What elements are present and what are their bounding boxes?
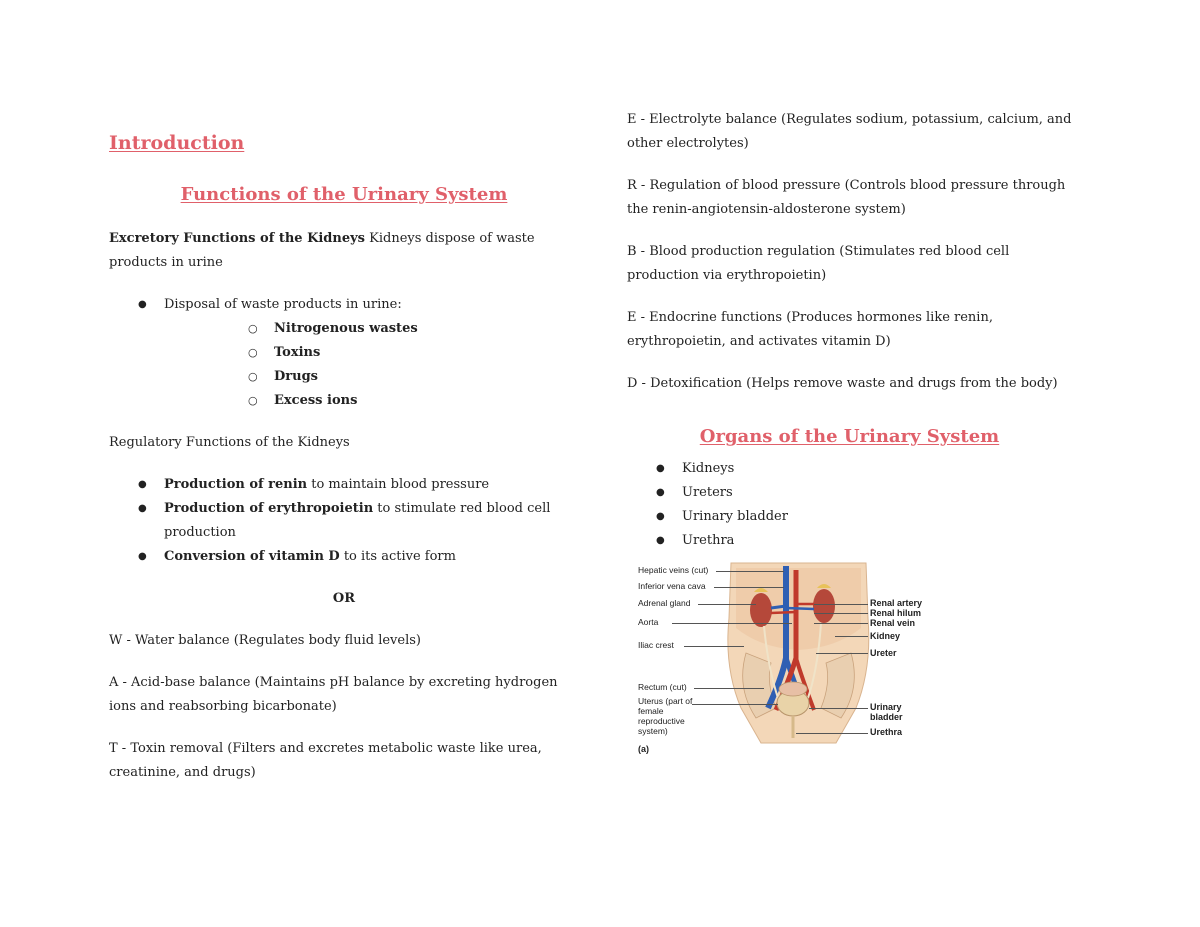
functions-heading: Functions of the Urinary System [180, 184, 508, 205]
list-item: ○ Drugs [164, 365, 579, 389]
leader-line [809, 708, 868, 709]
label-aorta: Aorta [638, 617, 659, 627]
list-item: ○ Toxins [164, 341, 579, 365]
leader-line [692, 704, 778, 705]
label-hepatic-veins: Hepatic veins (cut) [638, 565, 709, 575]
label-urinary-bladder: Urinary bladder [870, 702, 903, 722]
mnemonic-r: R - Regulation of blood pressure (Controls blood pressure through the renin-angiotensin-aldosterone system) [627, 178, 1066, 217]
label-adrenal-gland: Adrenal gland [638, 598, 691, 608]
mnemonic-t: T - Toxin removal (Filters and excretes metabolic waste like urea, creatinine, and drugs) [109, 741, 542, 780]
leader-line [814, 613, 868, 614]
list-item: ● Urinary bladder [627, 505, 1072, 529]
leader-line [835, 636, 868, 637]
leader-line [814, 623, 868, 624]
excretory-text: Kidneys dispose of waste products in urine [109, 231, 535, 270]
mnemonic-w: W - Water balance (Regulates body fluid levels) [109, 633, 421, 648]
leader-line [716, 571, 784, 572]
excretory-title: Excretory Functions of the Kidneys [109, 231, 365, 246]
mnemonic-e1: E - Electrolyte balance (Regulates sodium, potassium, calcium, and other electrolytes) [627, 112, 1072, 151]
label-uterus: Uterus (part of female reproductive system) [638, 696, 693, 736]
leader-line [684, 646, 744, 647]
item-bold: Production of erythropoietin [164, 501, 374, 516]
label-renal-vein: Renal vein [870, 618, 916, 628]
leader-line [698, 604, 756, 605]
label-panel-a: (a) [638, 744, 649, 754]
list-item: ○ Excess ions [164, 389, 579, 413]
disposal-item: Disposal of waste products in urine: [164, 297, 402, 312]
label-renal-hilum: Renal hilum [870, 608, 922, 618]
list-item: ● Kidneys [627, 457, 1072, 481]
leader-line [694, 688, 764, 689]
list-item [109, 545, 579, 569]
item-text: to stimulate red blood cell production [164, 501, 551, 540]
or-separator: OR [332, 591, 356, 606]
item-bold: Conversion of vitamin D [164, 549, 340, 564]
label-urethra: Urethra [870, 727, 903, 737]
label-kidney: Kidney [870, 631, 901, 641]
leader-line [796, 733, 868, 734]
label-renal-artery: Renal artery [870, 598, 923, 608]
label-rectum: Rectum (cut) [638, 682, 687, 692]
list-item [109, 473, 579, 497]
disposal-list [109, 293, 579, 413]
list-item [109, 497, 579, 545]
introduction-heading: Introduction [109, 132, 245, 154]
organs-heading: Organs of the Urinary System [699, 426, 1000, 447]
mnemonic-b: B - Blood production regulation (Stimulates red blood cell production via erythropoietin) [627, 244, 1010, 283]
list-item: ○ Nitrogenous wastes [164, 317, 579, 341]
list-item: ● Ureters [627, 481, 1072, 505]
label-ureter: Ureter [870, 648, 897, 658]
mnemonic-a: A - Acid-base balance (Maintains pH balance by excreting hydrogen ions and reabsorbing bicarbonate) [109, 675, 558, 714]
item-text: to maintain blood pressure [307, 477, 490, 492]
leader-line [816, 653, 868, 654]
leader-line [814, 604, 868, 605]
regulatory-list [109, 473, 579, 569]
mnemonic-d: D - Detoxification (Helps remove waste and drugs from the body) [627, 376, 1058, 391]
list-item: ● Urethra [627, 529, 1072, 553]
label-iliac-crest: Iliac crest [638, 640, 674, 650]
left-column [109, 130, 579, 785]
mnemonic-e2: E - Endocrine functions (Produces hormones like renin, erythropoietin, and activates vitamin D) [627, 310, 993, 349]
urinary-system-figure [636, 558, 936, 758]
item-bold: Production of renin [164, 477, 308, 492]
leader-line [672, 623, 792, 624]
item-text: to its active form [339, 549, 456, 564]
label-inferior-vena-cava: Inferior vena cava [638, 581, 706, 591]
waste-sublist [164, 317, 579, 413]
regulatory-title: Regulatory Functions of the Kidneys [109, 435, 350, 450]
leader-line [714, 587, 784, 588]
right-column [627, 108, 1072, 553]
organs-list [627, 457, 1072, 553]
list-item [109, 293, 579, 413]
excretory-paragraph [109, 227, 579, 275]
